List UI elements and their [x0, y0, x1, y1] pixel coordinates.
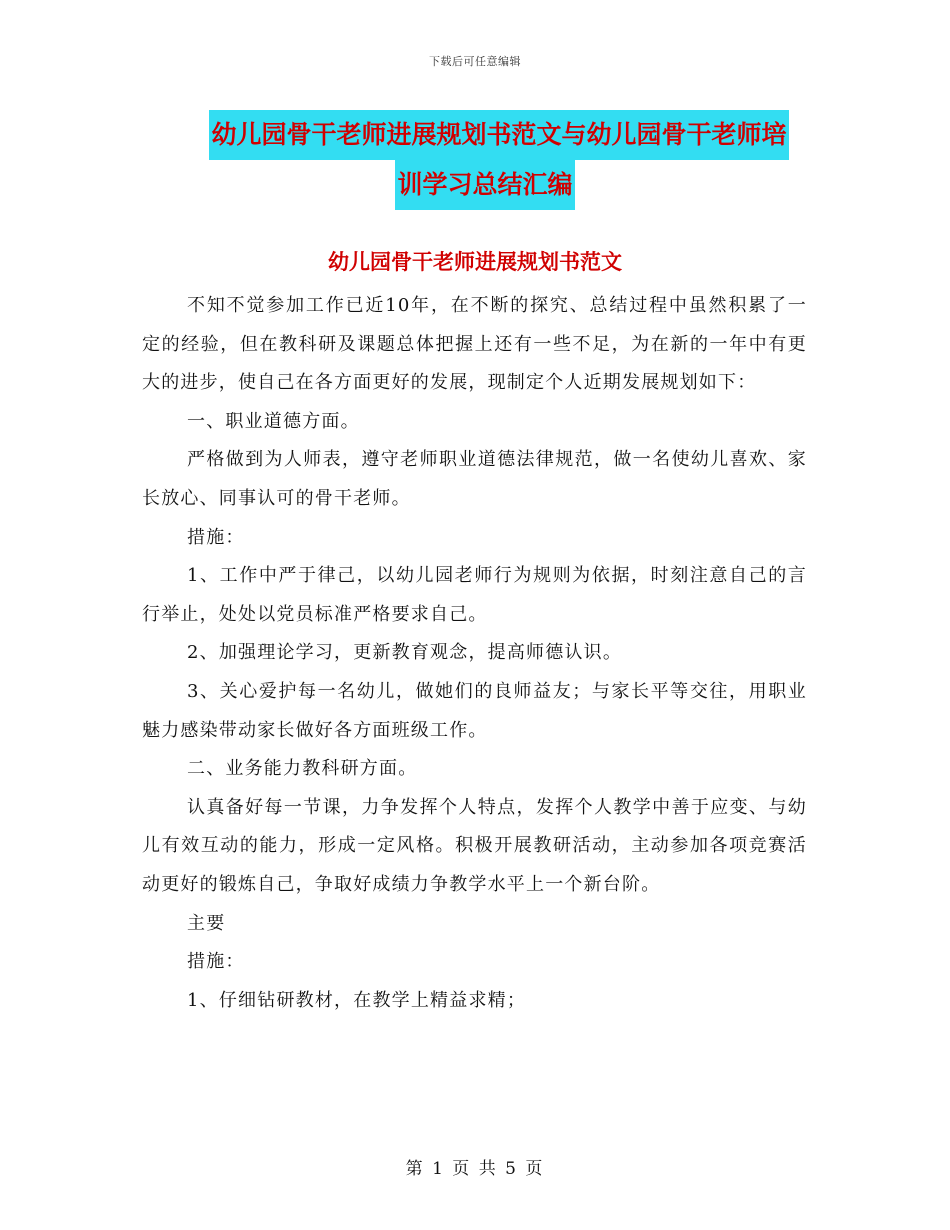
paragraph: 1、仔细钻研教材，在教学上精益求精； [187, 989, 527, 1011]
paragraph: 一、职业道德方面。 [187, 410, 360, 432]
paragraph: 措施： [187, 951, 245, 973]
page-header-note: 下载后可任意编辑 [429, 55, 521, 68]
paragraph: 2、加强理论学习，更新教育观念，提高师德认识。 [187, 642, 623, 664]
paragraph: 严格做到为人师表，遵守老师职业道德法律规范，做一名使幼儿喜欢、家长放心、同事认可的骨干老师。 [142, 449, 807, 509]
document-title-line-1: 幼儿园骨干老师进展规划书范文与幼儿园骨干老师培 [209, 110, 788, 160]
paragraph: 3、关心爱护每一名幼儿，做她们的良师益友；与家长平等交往，用职业魅力感染带动家长做好各方面班级工作。 [142, 680, 807, 741]
paragraph: 主要 [187, 912, 226, 934]
page-number-footer: 第 1 页 共 5 页 [405, 1159, 545, 1179]
paragraph: 1、工作中严于律己，以幼儿园老师行为规则为依据，时刻注意自己的言行举止，处处以党员标准严格要求自己。 [142, 565, 807, 625]
paragraph: 措施： [187, 526, 245, 548]
paragraph: 不知不觉参加工作已近10年，在不断的探究、总结过程中虽然积累了一定的经验，但在教科研及课题总体把握上还有一些不足，为在新的一年中有更大的进步，使自己在各方面更好的发展，现制定个人近期发展规划如下： [142, 295, 807, 394]
section-heading: 幼儿园骨干老师进展规划书范文 [328, 250, 622, 274]
document-title [0, 110, 950, 210]
paragraph: 认真备好每一节课，力争发挥个人特点，发挥个人教学中善于应变、与幼儿有效互动的能力，形成一定风格。积极开展教研活动，主动参加各项竞赛活动更好的锻炼自己，争取好成绩力争教学水平上一个新台阶。 [142, 796, 807, 895]
document-body [142, 287, 807, 1020]
paragraph: 二、业务能力教科研方面。 [187, 758, 418, 780]
document-title-line-2: 训学习总结汇编 [395, 160, 574, 210]
